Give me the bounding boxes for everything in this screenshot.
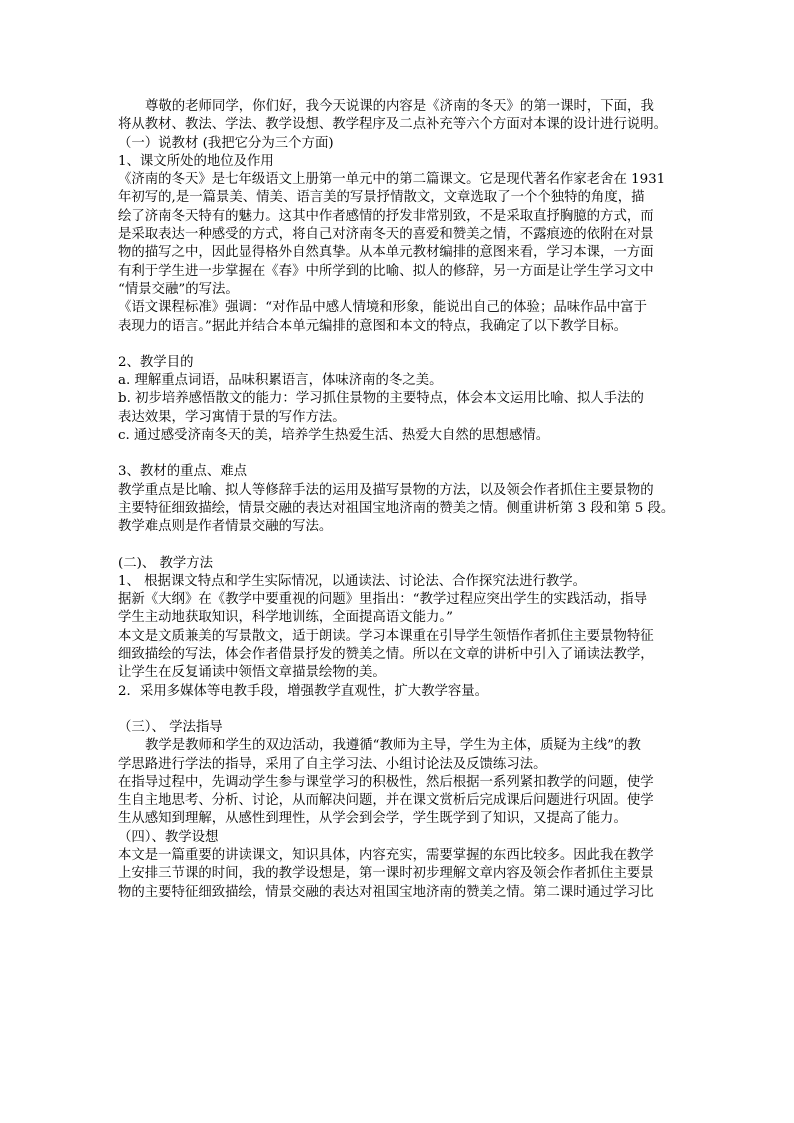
blank-line (118, 445, 678, 463)
text-line: 据新《大纲》在《教学中要重视的问题》里指出：“教学过程应突出学生的实践活动，指导 (118, 592, 648, 608)
text-line: 有利于学生进一步掌握在《春》中所学到的比喻、拟人的修辞，另一方面是让学生学习文中 (118, 263, 654, 279)
text-line: 主要特征细致描绘，情景交融的表达对祖国宝地济南的赞美之情。侧重讲析第 3 段和第 5 段。 (118, 500, 675, 516)
text-line: 表达效果，学习寓情于景的写作方法。 (118, 409, 346, 425)
text-line: 2、教学目的 (118, 354, 194, 370)
text-line: 表现力的语言。”据此并结合本单元编排的意图和本文的特点，我确定了以下教学目标。 (118, 318, 627, 334)
text-line: 绘了济南冬天特有的魅力。这其中作者感情的抒发非常别致，不是采取直抒胸臆的方式，而 (118, 208, 654, 224)
text-line: 本文是文质兼美的写景散文，适于朗读。学习本课重在引导学生领悟作者抓住主要景物特征 (118, 628, 654, 644)
blank-line (118, 336, 678, 354)
text-line: 在指导过程中，先调动学生参与课堂学习的积极性，然后根据一系列紧扣教学的问题，使学 (118, 774, 654, 790)
text-line: （一）说教材 (我把它分为三个方面) (118, 135, 334, 151)
text-line: 教学重点是比喻、拟人等修辞手法的运用及描写景物的方法，以及领会作者抓住主要景物的 (118, 482, 654, 498)
document-page (118, 98, 678, 902)
text-line: （四）、教学设想 (118, 829, 219, 845)
text-line: 《语文课程标准》强调：“对作品中感人情境和形象，能说出自己的体验；品味作品中富于 (118, 300, 648, 316)
text-line: a. 理解重点词语，品味积累语言，体味济南的冬之美。 (118, 373, 443, 389)
text-line: 教学是教师和学生的双边活动，我遵循“教师为主导，学生为主体，质疑为主线”的教 (145, 738, 641, 754)
text-line: 上安排三节课的时间，我的教学设想是，第一课时初步理解文章内容及领会作者抓住主要景 (118, 866, 654, 882)
blank-line (118, 537, 678, 555)
text-line: 尊敬的老师同学，你们好，我今天说课的内容是《济南的冬天》的第一课时，下面，我 (145, 99, 654, 114)
text-line: (二)、 教学方法 (118, 555, 214, 571)
text-line: 教学难点则是作者情景交融的写法。 (118, 519, 333, 535)
text-line: 《济南的冬天》是七年级语文上册第一单元中的第二篇课文。它是现代著名作家老舍在 1931 (118, 172, 666, 188)
text-line: 本文是一篇重要的讲读课文，知识具体，内容充实，需要掌握的东西比较多。因此我在教学 (118, 847, 654, 863)
text-line: b. 初步培养感悟散文的能力：学习抓住景物的主要特点，体会本文运用比喻、拟人手法的 (118, 391, 644, 407)
blank-line (118, 701, 678, 719)
text-line: （三）、 学法指导 (118, 719, 223, 735)
text-line: 学思路进行学法的指导，采用了自主学习法、小组讨论法及反馈练习法。 (118, 756, 547, 772)
text-line: 生从感知到理解，从感性到理性，从学会到会学，学生既学到了知识，又提高了能力。 (118, 811, 627, 827)
text-line: c. 通过感受济南冬天的美，培养学生热爱生活、热爱大自然的思想感情。 (118, 428, 550, 444)
text-line: 3、教材的重点、难点 (118, 464, 248, 480)
text-line: 学生主动地获取知识，科学地训练，全面提高语文能力。” (118, 610, 453, 626)
text-line: 将从教材、教法、学法、教学设想、教学程序及二点补充等六个方面对本课的设计进行说明。 (118, 117, 668, 133)
text-line: 物的主要特征细致描绘，情景交融的表达对祖国宝地济南的赞美之情。第二课时通过学习比 (118, 884, 654, 900)
text-line: 生自主地思考、分析、讨论，从而解决问题，并在课文赏析后完成课后问题进行巩固。使学 (118, 793, 654, 809)
text-line: 1、 根据课文特点和学生实际情况，以通读法、讨论法、合作探究法进行教学。 (118, 573, 587, 589)
text-line: 2．采用多媒体等电教手段，增强教学直观性，扩大教学容量。 (118, 683, 489, 699)
text-line: 细致描绘的写法，体会作者借景抒发的赞美之情。所以在文章的讲析中引入了诵读法教学， (118, 647, 654, 663)
text-line: 1、课文所处的地位及作用 (118, 153, 274, 169)
text-line: 年初写的,是一篇景美、情美、语言美的写景抒情散文，文章选取了一个个独特的角度，描 (118, 190, 645, 206)
text-line: 物的描写之中，因此显得格外自然真挚。从本单元教材编排的意图来看，学习本课，一方面 (118, 245, 654, 261)
text-line: 是采取表达一种感受的方式，将自己对济南冬天的喜爱和赞美之情，不露痕迹的依附在对景 (118, 227, 654, 243)
text-line: 让学生在反复诵读中领悟文章描景绘物的美。 (118, 665, 386, 681)
text-line: “情景交融”的写法。 (118, 281, 239, 297)
